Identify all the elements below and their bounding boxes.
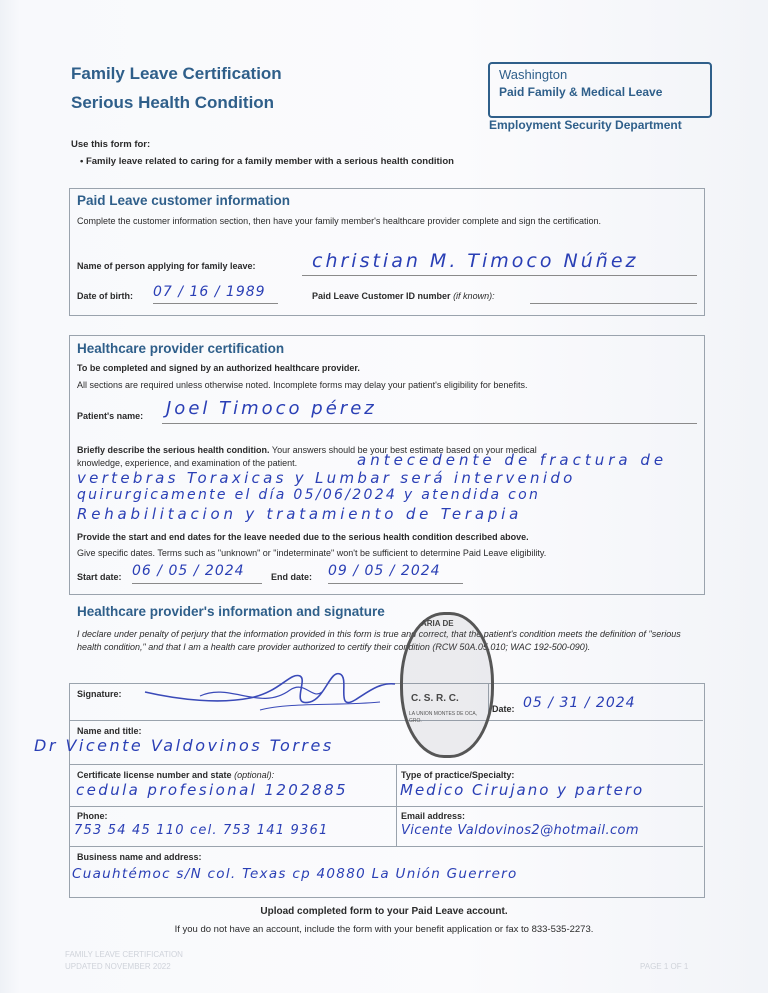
sig-date-year: 2024 — [595, 695, 636, 711]
dob-day: 16 — [189, 284, 210, 300]
customer-id-label — [312, 291, 495, 301]
start-year: 2024 — [204, 563, 245, 579]
condition-line-1[interactable]: antecedente de fractura de — [357, 451, 668, 469]
provider-instruction-bold: To be completed and signed by an authorized healthcare provider. — [77, 363, 360, 373]
upload-instructions: If you do not have an account, include the form with your benefit application or fax to 833-535-2273. — [174, 924, 594, 935]
signature-date-value[interactable]: 05 / 31 / 2024 — [523, 695, 636, 711]
footer-page-number: PAGE 1 OF 1 — [640, 962, 689, 971]
dob-label: Date of birth: — [77, 291, 133, 301]
applicant-name-line — [302, 275, 697, 276]
condition-help: Your answers should be your best estimate based on your medical knowledge, experience, and examination of the patient. — [77, 445, 537, 468]
end-date-value[interactable]: 09 / 05 / 2024 — [328, 563, 441, 579]
dob-year: 1989 — [225, 284, 266, 300]
sig-date-month: 05 — [523, 695, 543, 711]
patient-name-label: Patient's name: — [77, 411, 144, 421]
row-divider-3 — [69, 806, 703, 807]
email-value[interactable]: Vicente Valdovinos2@hotmail.com — [401, 823, 639, 838]
use-form-label: Use this form for: — [71, 139, 151, 150]
use-form-bullet: • Family leave related to caring for a family member with a serious health condition — [80, 156, 454, 167]
end-date-label: End date: — [271, 572, 313, 582]
patient-name-line — [162, 423, 697, 424]
phone-label: Phone: — [77, 811, 108, 821]
dob-value[interactable]: 07 / 16 / 1989 — [153, 284, 266, 300]
footer-updated: UPDATED NOVEMBER 2022 — [65, 962, 171, 971]
customer-id-label-suffix: (if known): — [453, 291, 495, 301]
email-label: Email address: — [401, 811, 466, 821]
start-date-line — [132, 583, 262, 584]
name-title-label: Name and title: — [77, 726, 142, 736]
official-stamp — [400, 612, 494, 758]
end-day: 05 — [364, 563, 385, 579]
logo-text-washington: Washington — [499, 67, 568, 82]
form-title-line2: Serious Health Condition — [71, 93, 275, 112]
declaration-text: I declare under penalty of perjury that the information provided in this form is true and correct, that the patient's condition meets the definition of "serious health condition," and that I am a health care provider authorized to certify their condition (RCW 50A.05.010; WAC 192-500-090). — [77, 629, 681, 652]
license-label-text: Certificate license number and state — [77, 770, 232, 780]
row-divider-4 — [69, 846, 703, 847]
name-title-value[interactable]: Dr Vicente Valdovinos Torres — [34, 736, 334, 755]
provider-instruction: All sections are required unless otherwise noted. Incomplete forms may delay your patient's eligibility for benefits. — [77, 380, 528, 390]
practice-label: Type of practice/Specialty: — [401, 770, 515, 780]
provider-heading: Healthcare provider certification — [77, 341, 285, 356]
footer-form-name: FAMILY LEAVE CERTIFICATION — [65, 950, 183, 959]
dob-month: 07 — [153, 284, 173, 300]
start-date-value[interactable]: 06 / 05 / 2024 — [132, 563, 245, 579]
customer-id-label-text: Paid Leave Customer ID number — [312, 291, 451, 301]
logo-text-program: Paid Family & Medical Leave — [499, 85, 663, 99]
condition-label: Briefly describe the serious health condition. — [77, 445, 270, 455]
upload-title: Upload completed form to your Paid Leave account. — [260, 906, 508, 917]
row-divider-2 — [69, 764, 703, 765]
signature-label: Signature: — [77, 689, 122, 699]
patient-name-value[interactable]: Joel Timoco pérez — [166, 398, 377, 419]
agency-name: Employment Security Department — [489, 118, 682, 132]
end-month: 09 — [328, 563, 348, 579]
license-optional: (optional): — [234, 770, 275, 780]
customer-id-line[interactable] — [530, 303, 697, 304]
start-date-label: Start date: — [77, 572, 122, 582]
license-value[interactable]: cedula profesional 1202885 — [76, 781, 349, 799]
applicant-name-label: Name of person applying for family leave: — [77, 261, 256, 271]
dates-note: Give specific dates. Terms such as "unknown" or "indeterminate" won't be sufficient to determine Paid Leave eligibility. — [77, 548, 547, 558]
stamp-top-text: ARIA DE — [421, 619, 454, 628]
dates-label: Provide the start and end dates for the leave needed due to the serious health condition described above. — [77, 532, 529, 542]
applicant-name-value[interactable]: christian M. Timoco Núñez — [312, 250, 639, 272]
condition-line-4[interactable]: Rehabilitacion y tratamiento de Terapia — [77, 505, 523, 523]
customer-description: Complete the customer information section, then have your family member's healthcare provider complete and sign the certification. — [77, 216, 601, 226]
phone-value[interactable]: 753 54 45 110 cel. 753 141 9361 — [74, 823, 329, 838]
condition-line-3[interactable]: quirurgicamente el día 05/06/2024 y atendida con — [77, 487, 541, 503]
practice-value[interactable]: Medico Cirujano y partero — [400, 781, 645, 799]
stamp-location: LA UNION MONTES DE OCA, GRO. — [409, 711, 478, 724]
end-date-line — [328, 583, 463, 584]
start-day: 05 — [168, 563, 189, 579]
dob-line — [153, 303, 278, 304]
customer-heading: Paid Leave customer information — [77, 193, 291, 208]
signature-date-label: Date: — [492, 704, 515, 714]
start-month: 06 — [132, 563, 152, 579]
form-title-line1: Family Leave Certification — [71, 64, 282, 83]
condition-line-2[interactable]: vertebras Toraxicas y Lumbar será intervenido — [77, 469, 576, 487]
sig-date-day: 31 — [559, 695, 580, 711]
agency-logo — [488, 62, 712, 118]
end-year: 2024 — [400, 563, 441, 579]
business-value[interactable]: Cuauhtémoc s/N col. Texas cp 40880 La Unión Guerrero — [72, 866, 518, 882]
use-form-bullet-text: Family leave related to caring for a family member with a serious health condition — [85, 156, 454, 167]
column-divider — [396, 764, 397, 846]
business-label: Business name and address: — [77, 852, 202, 862]
license-label — [77, 770, 274, 780]
provider-signature — [140, 662, 400, 722]
signature-heading: Healthcare provider's information and signature — [77, 604, 385, 619]
stamp-initials: C. S. R. C. — [411, 693, 459, 704]
